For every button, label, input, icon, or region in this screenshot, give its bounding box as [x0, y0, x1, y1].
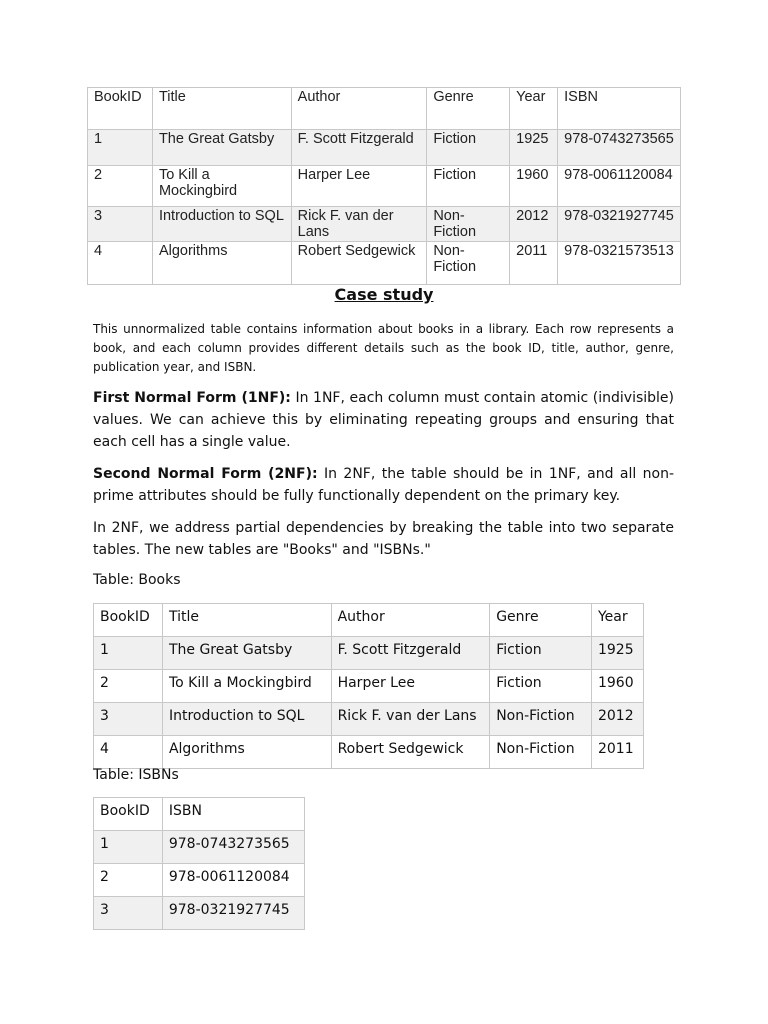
header-cell: Year: [591, 604, 643, 637]
unnormalized-books-table: [87, 87, 681, 285]
table-cell: 1: [88, 130, 153, 166]
table-cell: 3: [94, 703, 163, 736]
header-cell: Author: [291, 88, 427, 130]
table-row: [94, 864, 305, 897]
table-cell: Fiction: [427, 130, 510, 166]
header-cell: Title: [162, 604, 331, 637]
isbns-table-label: Table: ISBNs: [93, 767, 179, 783]
table-cell: To Kill a Mockingbird: [152, 166, 291, 207]
table-cell: F. Scott Fitzgerald: [331, 637, 490, 670]
table-cell: Rick F. van der Lans: [331, 703, 490, 736]
second-nf-label: Second Normal Form (2NF):: [93, 466, 318, 482]
table-header-row: [94, 798, 305, 831]
intro-paragraph: This unnormalized table contains information about books in a library. Each row represents a book, and each column provides different details such as the book ID, title, author, genre, publication year, and ISBN.: [93, 322, 674, 374]
table-cell: 1: [94, 831, 163, 864]
table-cell: Fiction: [490, 637, 592, 670]
table-cell: 2: [88, 166, 153, 207]
table-cell: Harper Lee: [291, 166, 427, 207]
table-cell: 2: [94, 670, 163, 703]
table-row: [94, 703, 644, 736]
second-nf-text: In 2NF, the table should be in 1NF, and all non-prime attributes should be fully functionally dependent on the primary key.: [93, 466, 675, 504]
isbns-table: [93, 797, 305, 930]
table-cell: 978-0321927745: [162, 897, 304, 930]
table-row: [88, 207, 681, 242]
table-cell: Algorithms: [152, 242, 291, 285]
table-cell: 3: [94, 897, 163, 930]
table-cell: 2011: [510, 242, 558, 285]
table-cell: 2011: [591, 736, 643, 769]
table-cell: 978-0321927745: [558, 207, 681, 242]
table-cell: 1925: [510, 130, 558, 166]
table-cell: 978-0743273565: [162, 831, 304, 864]
table-cell: Harper Lee: [331, 670, 490, 703]
table-header-row: [94, 604, 644, 637]
table-row: [94, 637, 644, 670]
table-cell: 2012: [591, 703, 643, 736]
header-cell: Title: [152, 88, 291, 130]
table-cell: Fiction: [490, 670, 592, 703]
header-cell: Author: [331, 604, 490, 637]
table-row: [94, 831, 305, 864]
table-cell: Non-Fiction: [490, 703, 592, 736]
table-cell: F. Scott Fitzgerald: [291, 130, 427, 166]
table-cell: 4: [88, 242, 153, 285]
case-study-title: Case study: [334, 285, 434, 304]
books-table-label: Table: Books: [93, 572, 181, 588]
table-cell: To Kill a Mockingbird: [162, 670, 331, 703]
table-cell: Non-Fiction: [427, 207, 510, 242]
books-table: [93, 603, 644, 769]
table-cell: Fiction: [427, 166, 510, 207]
table-cell: Non-Fiction: [427, 242, 510, 285]
table-cell: 2012: [510, 207, 558, 242]
header-cell: BookID: [94, 604, 163, 637]
header-cell: BookID: [88, 88, 153, 130]
header-cell: Year: [510, 88, 558, 130]
table-cell: 978-0061120084: [162, 864, 304, 897]
table-cell: The Great Gatsby: [162, 637, 331, 670]
first-nf-label: First Normal Form (1NF):: [93, 390, 291, 406]
table-row: [94, 897, 305, 930]
table-cell: 978-0743273565: [558, 130, 681, 166]
table-cell: 978-0061120084: [558, 166, 681, 207]
header-cell: BookID: [94, 798, 163, 831]
header-cell: ISBN: [162, 798, 304, 831]
table-cell: Introduction to SQL: [162, 703, 331, 736]
table-cell: Introduction to SQL: [152, 207, 291, 242]
first-nf-text: In 1NF, each column must contain atomic (indivisible) values. We can achieve this by eliminating repeating groups and ensuring that each cell has a single value.: [93, 390, 674, 450]
table-row: [88, 242, 681, 285]
table-cell: The Great Gatsby: [152, 130, 291, 166]
table-cell: Robert Sedgewick: [331, 736, 490, 769]
table-cell: 2: [94, 864, 163, 897]
table-cell: 1960: [591, 670, 643, 703]
first-normal-form-paragraph: [93, 387, 674, 453]
table-row: [88, 166, 681, 207]
header-cell: Genre: [490, 604, 592, 637]
table-cell: 1925: [591, 637, 643, 670]
table-cell: 3: [88, 207, 153, 242]
table-header-row: [88, 88, 681, 130]
table-cell: 978-0321573513: [558, 242, 681, 285]
table-row: [94, 670, 644, 703]
table-cell: Non-Fiction: [490, 736, 592, 769]
header-cell: ISBN: [558, 88, 681, 130]
table-cell: 1960: [510, 166, 558, 207]
table-cell: Robert Sedgewick: [291, 242, 427, 285]
second-nf-detail-paragraph: In 2NF, we address partial dependencies by breaking the table into two separate tables. The new tables are "Books" and "ISBNs.": [93, 520, 674, 558]
table-cell: Algorithms: [162, 736, 331, 769]
second-normal-form-paragraph: [93, 463, 674, 507]
table-row: [88, 130, 681, 166]
table-cell: 1: [94, 637, 163, 670]
header-cell: Genre: [427, 88, 510, 130]
table-cell: 4: [94, 736, 163, 769]
table-cell: Rick F. van der Lans: [291, 207, 427, 242]
table-row: [94, 736, 644, 769]
